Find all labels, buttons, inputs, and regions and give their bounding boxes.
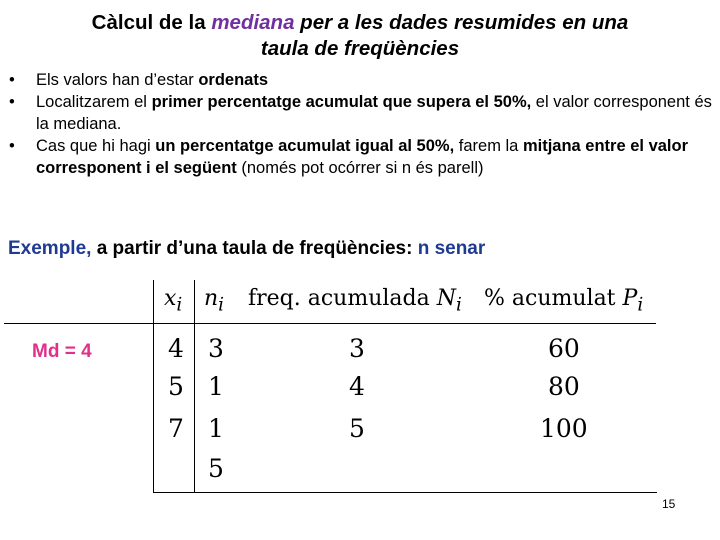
example-text: a partir d’una taula de freqüències: (91, 238, 418, 259)
cell-Ni: 5 (349, 414, 365, 443)
title-text: Càlcul de la (91, 11, 212, 34)
header-cumulative-percent: % acumulat $P_i$ (484, 286, 644, 316)
cell-Ni: 4 (349, 372, 365, 401)
cell-ni: 1 (208, 372, 224, 401)
cell-xi: 5 (168, 372, 184, 401)
bullet-list (6, 69, 714, 179)
cell-xi: 4 (168, 334, 184, 363)
header-cumulative-frequency: freq. acumulada $N_i$ (248, 286, 462, 316)
cell-ni: 3 (208, 334, 224, 363)
header-ni: $n_i$ (204, 286, 225, 316)
page-number: 15 (662, 497, 676, 511)
cell-xi: 7 (168, 414, 184, 443)
column-divider (194, 280, 195, 492)
frequency-table (153, 280, 657, 493)
example-label: Exemple, (8, 238, 92, 259)
slide-title (0, 10, 720, 62)
median-result: Md = 4 (32, 341, 92, 362)
title-accent-word: mediana (211, 11, 295, 34)
title-text-cont: per a les dades resumides en una (294, 11, 629, 34)
header-divider (4, 323, 656, 324)
cell-Pi: 60 (548, 334, 580, 363)
cell-Pi: 80 (548, 372, 580, 401)
cell-total-n: 5 (208, 454, 224, 483)
title-line2: taula de freqüències (260, 37, 460, 60)
bullet-item: • Localitzarem el primer percentatge acumulat que supera el 50%, el valor corresponent és la mediana. (6, 91, 714, 135)
bullet-item: • Cas que hi hagi un percentatge acumulat igual al 50%, farem la mitjana entre el valor corresponent i el següent (només pot ocórrer si n és parell) (6, 135, 714, 179)
header-xi: $x_i$ (164, 286, 183, 316)
bullet-item: • Els valors han d’estar ordenats (6, 69, 714, 91)
example-highlight: n senar (417, 238, 486, 259)
example-heading (8, 236, 485, 262)
cell-ni: 1 (208, 414, 224, 443)
cell-Ni: 3 (349, 334, 365, 363)
cell-Pi: 100 (540, 414, 588, 443)
